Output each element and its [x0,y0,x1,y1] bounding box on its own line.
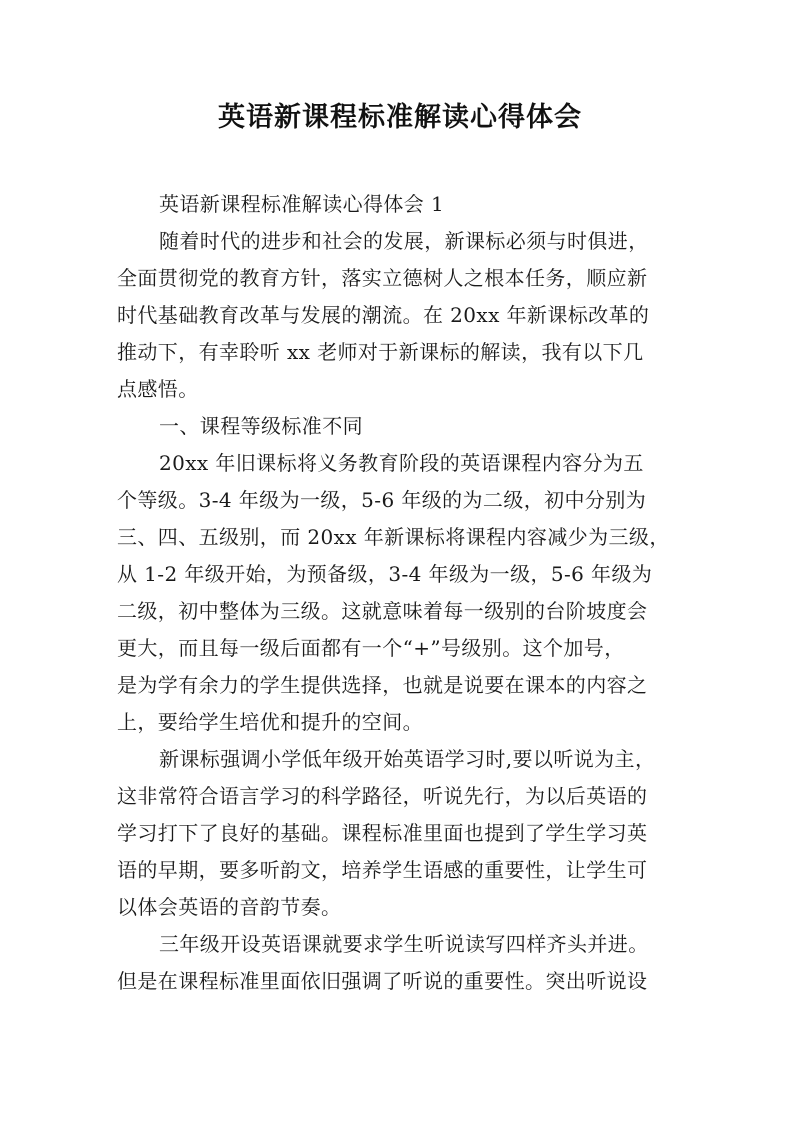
text-line: 上，要给学生培优和提升的空间。 [117,710,423,734]
text-line: 随着时代的进步和社会的发展，新课标必须与时俱进， [159,229,649,253]
text-line: 英语新课程标准解读心得体会 1 [159,192,445,216]
text-line: 点感悟。 [117,377,199,401]
text-line: 这非常符合语言学习的科学路径，听说先行，为以后英语的 [117,784,648,808]
text-line: 以体会英语的音韵节奏。 [117,895,342,919]
document-title: 英语新课程标准解读心得体会 [218,102,582,133]
text-line: 是为学有余力的学生提供选择，也就是说要在课本的内容之 [117,673,648,697]
text-line: 20xx 年旧课标将义务教育阶段的英语课程内容分为五 [159,451,644,475]
text-line: 学习打下了良好的基础。课程标准里面也提到了学生学习英 [117,821,648,845]
text-line: 推动下，有幸聆听 xx 老师对于新课标的解读，我有以下几 [117,340,644,364]
text-line: 从 1-2 年级开始，为预备级，3-4 年级为一级，5-6 年级为 [117,562,653,586]
text-line: 时代基础教育改革与发展的潮流。在 20xx 年新课标改革的 [117,303,650,327]
text-line: 三、四、五级别，而 20xx 年新课标将课程内容减少为三级， [117,525,670,549]
text-line: 语的早期，要多听韵文，培养学生语感的重要性，让学生可 [117,858,648,882]
text-line: 一、课程等级标准不同 [159,414,363,438]
text-line: 但是在课程标准里面依旧强调了听说的重要性。突出听说设 [117,969,648,993]
text-line: 个等级。3-4 年级为一级，5-6 年级的为二级，初中分别为 [117,488,647,512]
text-line: 新课标强调小学低年级开始英语学习时,要以听说为主， [159,747,656,771]
text-line: 全面贯彻党的教育方针，落实立德树人之根本任务，顺应新 [117,266,648,290]
document-body [117,186,695,1000]
text-line: 更大，而且每一级后面都有一个“+”号级别。这个加号， [117,636,625,660]
text-line: 二级，初中整体为三级。这就意味着每一级别的台阶坡度会 [117,599,648,623]
text-line: 三年级开设英语课就要求学生听说读写四样齐头并进。 [159,932,649,956]
